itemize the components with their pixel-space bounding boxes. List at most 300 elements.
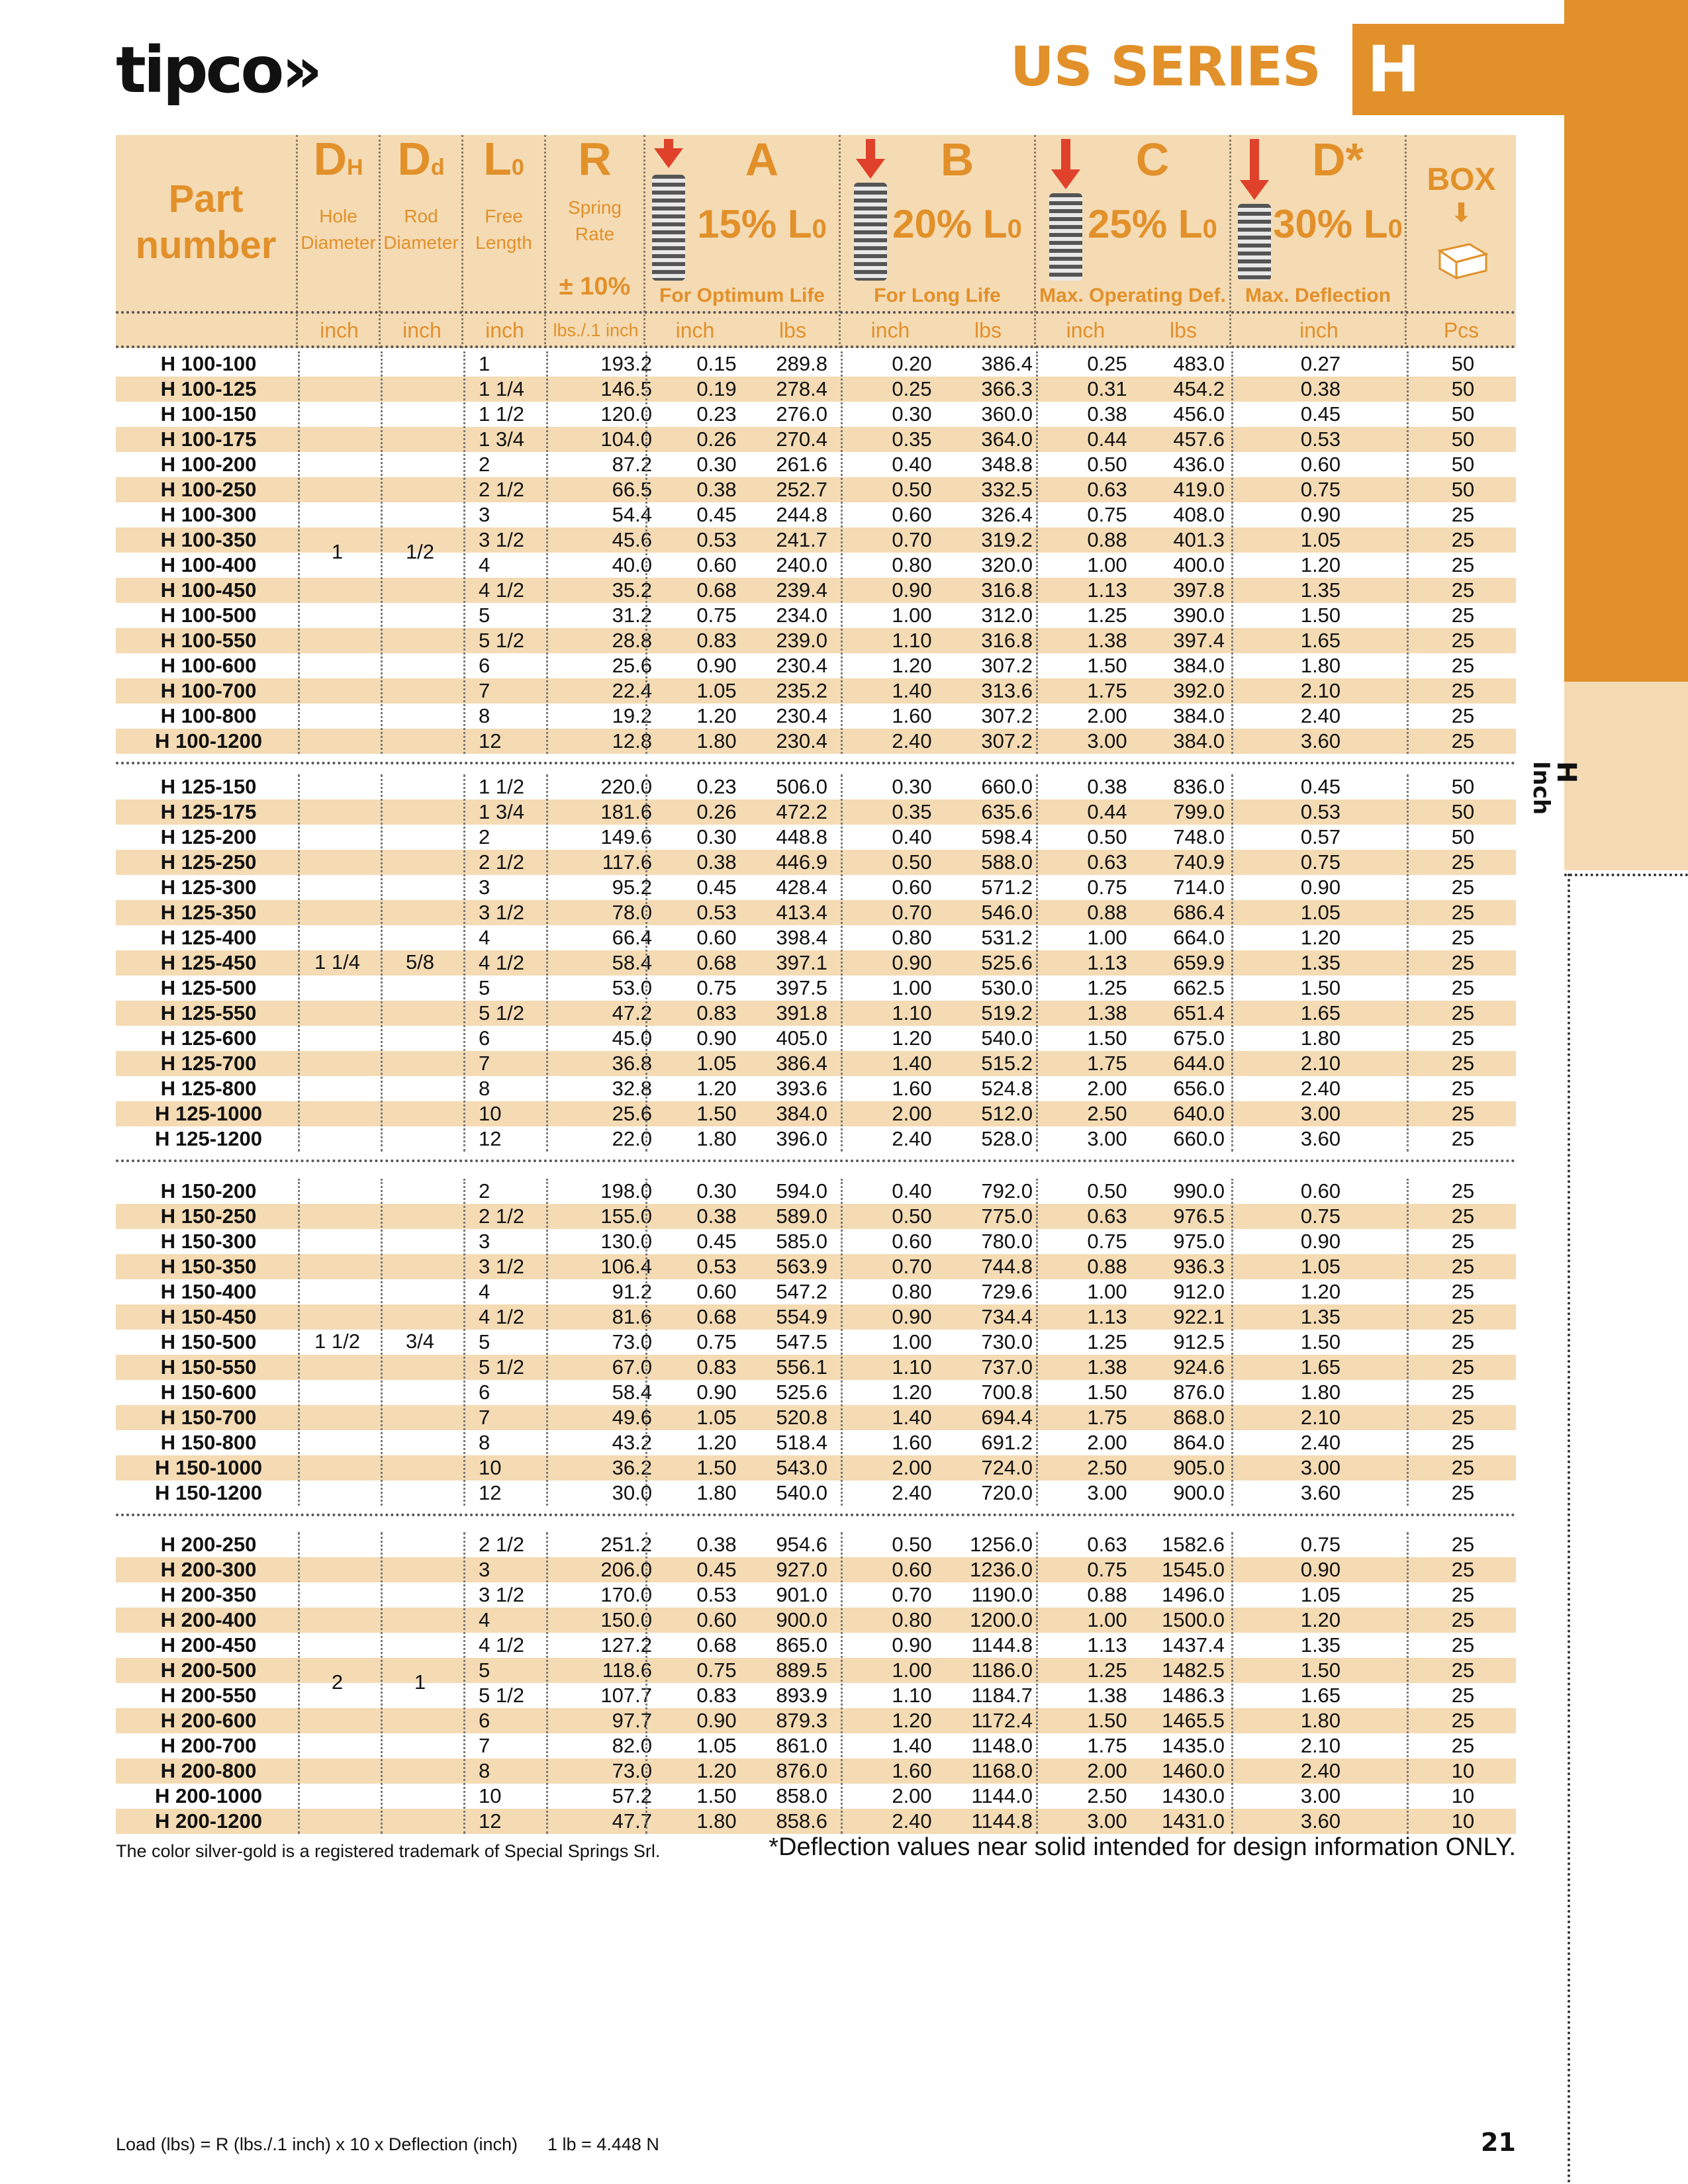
a-lbs-cell: 235.2 (776, 679, 827, 702)
b-inch-cell: 2.00 (892, 1102, 932, 1125)
box-qty-cell: 25 (1451, 629, 1475, 652)
a-lbs-cell: 893.9 (776, 1684, 827, 1707)
table-row (116, 1708, 1516, 1733)
part-number-cell: H 200-400 (160, 1608, 257, 1631)
part-number-cell: H 100-450 (160, 578, 257, 602)
c-lbs-cell: 400.0 (1173, 553, 1225, 576)
b-lbs-cell: 546.0 (981, 901, 1033, 924)
b-inch-cell: 0.20 (892, 352, 932, 375)
part-number-cell: H 125-300 (160, 876, 257, 899)
b-inch-cell: 0.90 (892, 1633, 932, 1657)
spring-rate-cell: 149.6 (600, 825, 652, 848)
table-row (116, 653, 1516, 678)
c-lbs-cell: 1460.0 (1162, 1759, 1225, 1782)
a-lbs-cell: 428.4 (776, 876, 827, 899)
b-lbs-cell: 525.6 (981, 951, 1033, 974)
c-lbs-cell: 675.0 (1173, 1026, 1225, 1050)
table-row (116, 1076, 1516, 1101)
b-inch-cell: 1.60 (892, 1077, 932, 1100)
c-lbs-cell: 868.0 (1173, 1406, 1225, 1429)
hole-diameter-cell: 2 (331, 1670, 344, 1694)
a-inch-cell: 0.30 (696, 453, 737, 476)
d-inch-cell: 1.50 (1300, 604, 1341, 627)
a-lbs-cell: 446.9 (776, 850, 827, 874)
column-divider (1407, 351, 1409, 754)
d-inch-cell: 0.75 (1300, 1533, 1341, 1556)
d-inch-cell: 2.10 (1300, 679, 1341, 702)
box-qty-cell: 25 (1451, 1608, 1475, 1631)
spring-rate-cell: 251.2 (600, 1533, 652, 1556)
c-inch-cell: 3.00 (1087, 1127, 1127, 1150)
table-row (116, 1380, 1516, 1405)
free-length-cell: 5 (479, 976, 491, 999)
box-qty-cell: 25 (1451, 1001, 1475, 1024)
a-lbs-cell: 384.0 (776, 1102, 827, 1125)
column-divider (1036, 1532, 1038, 1834)
b-inch-cell: 0.90 (892, 951, 932, 974)
b-inch-cell: 0.70 (892, 528, 932, 551)
a-lbs-cell: 278.4 (776, 377, 827, 400)
table-row (116, 799, 1516, 825)
table-row (116, 1204, 1516, 1229)
spring-rate-cell: 66.4 (612, 926, 652, 949)
b-lbs-cell: 744.8 (981, 1255, 1033, 1278)
box-qty-cell: 25 (1451, 1179, 1475, 1203)
table-row (116, 1051, 1516, 1076)
side-tab-letter: H (1551, 761, 1581, 784)
c-lbs-cell: 924.6 (1173, 1355, 1225, 1379)
a-lbs-cell: 397.1 (776, 951, 827, 974)
r-tolerance: ± 10% (559, 273, 631, 300)
c-lbs-cell: 390.0 (1173, 604, 1225, 627)
b-inch-cell: 1.60 (892, 704, 932, 727)
b-lbs-cell: 720.0 (981, 1481, 1033, 1504)
spring-rate-cell: 58.4 (612, 951, 652, 974)
table-row (116, 704, 1516, 729)
a-inch-cell: 1.05 (696, 1406, 737, 1429)
b-inch-cell: 0.50 (892, 1205, 932, 1228)
b-inch-cell: 1.20 (892, 1381, 932, 1404)
a-lbs-cell: 540.0 (776, 1481, 827, 1504)
b-lbs-cell: 1236.0 (970, 1558, 1033, 1581)
column-divider (645, 774, 647, 1152)
down-arrow-icon (1051, 169, 1080, 189)
box-qty-cell: 25 (1451, 1230, 1475, 1253)
box-qty-cell: 25 (1451, 1305, 1475, 1328)
a-inch-cell: 0.30 (696, 1179, 737, 1203)
group-c-caption: Max. Operating Def. (1039, 285, 1226, 306)
d-inch-cell: 1.05 (1300, 528, 1341, 551)
column-divider (381, 351, 383, 754)
table-row (116, 1608, 1516, 1633)
spring-rate-cell: 40.0 (612, 553, 652, 576)
free-length-cell: 1 1/4 (479, 377, 524, 400)
free-length-cell: 4 (479, 1280, 491, 1303)
table-row (116, 1304, 1516, 1330)
c-lbs-cell: 876.0 (1173, 1381, 1225, 1404)
d-inch-cell: 1.65 (1300, 1355, 1341, 1379)
c-lbs-cell: 483.0 (1173, 352, 1225, 375)
b-inch-cell: 1.20 (892, 1026, 932, 1050)
unit-dd: inch (402, 318, 442, 342)
d-inch-cell: 3.60 (1300, 1809, 1341, 1833)
unit-box: Pcs (1443, 318, 1479, 342)
free-length-cell: 3 1/2 (479, 528, 524, 551)
d-inch-cell: 1.80 (1300, 1709, 1341, 1732)
c-lbs-cell: 836.0 (1173, 775, 1225, 798)
part-label-line1: Part (168, 177, 244, 220)
column-divider (645, 351, 647, 754)
r-symbol: R (578, 133, 612, 185)
free-length-cell: 4 (479, 1608, 491, 1631)
c-inch-cell: 0.88 (1087, 901, 1127, 924)
box-qty-cell: 50 (1451, 352, 1475, 375)
table-row (116, 1101, 1516, 1126)
box-qty-cell: 25 (1451, 1533, 1475, 1556)
a-inch-cell: 0.19 (696, 377, 737, 400)
column-divider (463, 774, 465, 1152)
part-number-cell: H 150-250 (160, 1205, 257, 1228)
b-inch-cell: 1.10 (892, 629, 932, 652)
a-lbs-cell: 289.8 (776, 352, 827, 375)
column-divider (1407, 1179, 1409, 1506)
free-length-cell: 2 1/2 (479, 1533, 524, 1556)
table-row (116, 1279, 1516, 1304)
a-lbs-cell: 448.8 (776, 825, 827, 848)
c-inch-cell: 3.00 (1087, 729, 1127, 752)
b-lbs-cell: 364.0 (981, 428, 1033, 451)
a-inch-cell: 0.26 (696, 800, 737, 823)
a-lbs-cell: 520.8 (776, 1406, 827, 1429)
b-inch-cell: 0.30 (892, 775, 932, 798)
column-divider (1036, 774, 1038, 1152)
b-lbs-cell: 348.8 (981, 453, 1033, 476)
d-inch-cell: 0.60 (1300, 453, 1341, 476)
a-inch-cell: 0.90 (696, 1381, 737, 1404)
spring-rate-cell: 28.8 (612, 629, 652, 652)
column-divider (546, 774, 548, 1152)
c-lbs-cell: 740.9 (1173, 850, 1225, 874)
a-inch-cell: 0.83 (696, 629, 737, 652)
spring-rate-cell: 220.0 (600, 775, 652, 798)
column-divider (1036, 1179, 1038, 1506)
dh-line2: Diameter (301, 232, 376, 253)
unit-c-lbs: lbs (1170, 318, 1197, 342)
part-number-cell: H 100-250 (160, 478, 257, 501)
c-inch-cell: 2.00 (1087, 704, 1127, 727)
c-inch-cell: 1.25 (1087, 1330, 1127, 1353)
side-tab-unit: Inch (1528, 761, 1554, 815)
d-inch-cell: 0.27 (1300, 352, 1341, 375)
free-length-cell: 12 (479, 1127, 502, 1150)
b-inch-cell: 1.40 (892, 679, 932, 702)
b-inch-cell: 0.70 (892, 901, 932, 924)
free-length-cell: 5 (479, 604, 491, 627)
box-qty-cell: 25 (1451, 850, 1475, 874)
box-qty-cell: 50 (1451, 775, 1475, 798)
b-inch-cell: 1.10 (892, 1684, 932, 1707)
d-inch-cell: 3.60 (1300, 1127, 1341, 1150)
spring-rate-cell: 67.0 (612, 1355, 652, 1379)
part-number-cell: H 125-800 (160, 1077, 257, 1100)
c-inch-cell: 0.63 (1087, 850, 1127, 874)
d-inch-cell: 1.80 (1300, 654, 1341, 677)
box-label: BOX (1427, 162, 1496, 197)
spring-rate-cell: 97.7 (612, 1709, 652, 1732)
b-lbs-cell: 792.0 (981, 1179, 1033, 1203)
part-number-cell: H 125-600 (160, 1026, 257, 1050)
a-lbs-cell: 240.0 (776, 553, 827, 576)
unit-r: lbs./.1 inch (553, 320, 639, 340)
a-lbs-cell: 261.6 (776, 453, 827, 476)
free-length-cell: 3 1/2 (479, 1255, 524, 1278)
box-qty-cell: 25 (1451, 1734, 1475, 1757)
spring-rate-cell: 193.2 (600, 352, 652, 375)
box-qty-cell: 25 (1451, 1102, 1475, 1125)
part-number-cell: H 100-1200 (154, 729, 262, 752)
free-length-cell: 12 (479, 729, 502, 752)
column-divider (298, 1179, 300, 1506)
c-inch-cell: 2.00 (1087, 1431, 1127, 1454)
b-lbs-cell: 775.0 (981, 1205, 1033, 1228)
a-lbs-cell: 585.0 (776, 1230, 827, 1253)
b-lbs-cell: 366.3 (981, 377, 1033, 400)
spring-rate-cell: 49.6 (612, 1406, 652, 1429)
d-inch-cell: 0.75 (1300, 478, 1341, 501)
b-inch-cell: 1.60 (892, 1431, 932, 1454)
table-row (116, 1784, 1516, 1809)
c-inch-cell: 1.13 (1087, 1305, 1127, 1328)
c-lbs-cell: 384.0 (1173, 729, 1225, 752)
a-inch-cell: 0.60 (696, 926, 737, 949)
part-number-cell: H 125-500 (160, 976, 257, 999)
group-a-pct: 15% L0 (697, 202, 827, 246)
d-inch-cell: 0.45 (1300, 402, 1341, 426)
divider (1568, 874, 1570, 2184)
column-divider (546, 351, 548, 754)
free-length-cell: 10 (479, 1102, 502, 1125)
spring-rate-cell: 127.2 (600, 1633, 652, 1657)
section-divider (116, 1160, 1516, 1162)
a-inch-cell: 1.20 (696, 704, 737, 727)
a-lbs-cell: 230.4 (776, 654, 827, 677)
box-qty-cell: 25 (1451, 1127, 1475, 1150)
column-divider (1231, 1179, 1233, 1506)
part-number-cell: H 100-175 (160, 428, 257, 451)
part-number-cell: H 100-600 (160, 654, 257, 677)
free-length-cell: 2 (479, 1179, 491, 1203)
column-divider (1231, 351, 1233, 754)
free-length-cell: 5 (479, 1659, 491, 1682)
box-qty-cell: 50 (1451, 428, 1475, 451)
b-lbs-cell: 320.0 (981, 553, 1033, 576)
b-lbs-cell: 1144.8 (971, 1633, 1033, 1657)
unit-l0: inch (485, 318, 524, 342)
c-inch-cell: 0.31 (1087, 377, 1127, 400)
a-inch-cell: 0.53 (696, 1583, 737, 1606)
r-line1: Spring (568, 197, 622, 218)
down-arrow-icon (866, 139, 875, 159)
c-inch-cell: 1.75 (1087, 1734, 1127, 1757)
d-inch-cell: 0.57 (1300, 825, 1341, 848)
free-length-cell: 7 (479, 1052, 491, 1075)
d-inch-cell: 1.05 (1300, 1583, 1341, 1606)
c-lbs-cell: 1500.0 (1162, 1608, 1225, 1631)
b-inch-cell: 0.60 (892, 1230, 932, 1253)
b-lbs-cell: 737.0 (981, 1355, 1033, 1379)
spring-rate-cell: 35.2 (612, 578, 652, 602)
part-number-cell: H 200-1200 (154, 1809, 262, 1833)
spring-rate-cell: 45.6 (612, 528, 652, 551)
b-lbs-cell: 1190.0 (971, 1583, 1033, 1606)
b-inch-cell: 1.10 (892, 1001, 932, 1024)
table-row (116, 1179, 1516, 1204)
c-inch-cell: 0.63 (1087, 1205, 1127, 1228)
a-inch-cell: 0.23 (696, 402, 737, 426)
table-row (116, 1455, 1516, 1480)
a-lbs-cell: 525.6 (776, 1381, 827, 1404)
box-qty-cell: 25 (1451, 1709, 1475, 1732)
spring-rate-cell: 30.0 (612, 1481, 652, 1504)
a-inch-cell: 0.68 (696, 1633, 737, 1657)
down-arrow-icon (664, 139, 673, 148)
part-number-cell: H 200-550 (160, 1684, 257, 1707)
a-lbs-cell: 954.6 (776, 1533, 827, 1556)
box-qty-cell: 25 (1451, 528, 1475, 551)
table-row (116, 1405, 1516, 1430)
table-row (116, 825, 1516, 850)
group-b-letter: B (940, 134, 974, 185)
d-inch-cell: 1.05 (1300, 1255, 1341, 1278)
c-lbs-cell: 651.4 (1173, 1001, 1225, 1024)
c-lbs-cell: 936.3 (1173, 1255, 1225, 1278)
free-length-cell: 2 (479, 825, 491, 848)
box-qty-cell: 25 (1451, 578, 1475, 602)
c-inch-cell: 3.00 (1087, 1809, 1127, 1833)
column-divider (841, 351, 843, 754)
b-lbs-cell: 729.6 (981, 1280, 1033, 1303)
spring-rate-cell: 53.0 (612, 976, 652, 999)
c-lbs-cell: 662.5 (1173, 976, 1225, 999)
c-lbs-cell: 1545.0 (1162, 1558, 1225, 1581)
box-qty-cell: 25 (1451, 1456, 1475, 1479)
part-number-cell: H 150-500 (160, 1330, 257, 1353)
unit-c-inch: inch (1066, 318, 1105, 342)
spring-rate-cell: 87.2 (612, 453, 652, 476)
d-inch-cell: 0.75 (1300, 850, 1341, 874)
group-d-letter: D* (1312, 134, 1364, 185)
hole-diameter-cell: 1 1/4 (314, 950, 360, 974)
b-inch-cell: 0.80 (892, 553, 932, 576)
c-lbs-cell: 1430.0 (1162, 1784, 1225, 1807)
free-length-cell: 4 1/2 (479, 1305, 524, 1328)
box-qty-cell: 25 (1451, 951, 1475, 974)
part-number-cell: H 125-200 (160, 825, 257, 848)
side-tab[interactable] (1564, 682, 1688, 870)
b-lbs-cell: 571.2 (981, 876, 1033, 899)
free-length-cell: 5 1/2 (479, 1355, 524, 1379)
free-length-cell: 1 3/4 (479, 800, 524, 823)
free-length-cell: 3 (479, 1230, 491, 1253)
spring-rate-cell: 54.4 (612, 503, 652, 526)
part-number-cell: H 100-800 (160, 704, 257, 727)
table-row (116, 900, 1516, 925)
a-lbs-cell: 563.9 (776, 1255, 827, 1278)
free-length-cell: 12 (479, 1809, 502, 1833)
spring-rate-cell: 118.6 (602, 1659, 652, 1682)
b-lbs-cell: 307.2 (981, 729, 1033, 752)
box-qty-cell: 25 (1451, 1280, 1475, 1303)
unit-d-inch: inch (1299, 318, 1338, 342)
c-inch-cell: 1.25 (1087, 976, 1127, 999)
a-inch-cell: 0.38 (696, 850, 737, 874)
a-inch-cell: 0.60 (696, 1280, 737, 1303)
box-qty-cell: 25 (1451, 1077, 1475, 1100)
b-inch-cell: 0.25 (892, 377, 932, 400)
b-lbs-cell: 386.4 (981, 352, 1033, 375)
b-lbs-cell: 1186.0 (971, 1659, 1033, 1682)
deflection-note: *Deflection values near solid intended for design information ONLY. (769, 1833, 1516, 1861)
a-inch-cell: 0.75 (696, 604, 737, 627)
part-number-cell: H 100-550 (160, 629, 257, 652)
a-inch-cell: 1.20 (696, 1759, 737, 1782)
table-row (116, 477, 1516, 502)
unit-a-inch: inch (675, 318, 715, 342)
c-lbs-cell: 1496.0 (1162, 1583, 1225, 1606)
part-number-cell: H 200-300 (160, 1558, 257, 1581)
table-row (116, 774, 1516, 799)
spring-rate-cell: 73.0 (612, 1330, 652, 1353)
free-length-cell: 5 (479, 1330, 491, 1353)
free-length-cell: 2 1/2 (479, 850, 524, 874)
part-number-cell: H 100-200 (160, 453, 257, 476)
box-qty-cell: 25 (1451, 1633, 1475, 1657)
free-length-cell: 4 1/2 (479, 951, 524, 974)
column-divider (1407, 774, 1409, 1152)
part-number-cell: H 100-350 (160, 528, 257, 551)
b-lbs-cell: 524.8 (981, 1077, 1033, 1100)
b-inch-cell: 0.50 (892, 850, 932, 874)
a-lbs-cell: 901.0 (776, 1583, 827, 1606)
b-lbs-cell: 691.2 (981, 1431, 1033, 1454)
box-qty-cell: 25 (1451, 604, 1475, 627)
part-number-cell: H 200-800 (160, 1759, 257, 1782)
c-inch-cell: 1.50 (1087, 1381, 1127, 1404)
d-inch-cell: 1.35 (1300, 951, 1341, 974)
spring-rate-cell: 12.8 (612, 729, 652, 752)
part-number-cell: H 150-600 (160, 1381, 257, 1404)
a-inch-cell: 0.83 (696, 1355, 737, 1379)
dd-line2: Diameter (383, 232, 459, 253)
a-inch-cell: 0.45 (696, 503, 737, 526)
table-row (116, 678, 1516, 704)
b-inch-cell: 0.50 (892, 1533, 932, 1556)
box-qty-cell: 25 (1451, 1330, 1475, 1353)
c-inch-cell: 1.38 (1087, 629, 1127, 652)
b-lbs-cell: 540.0 (981, 1026, 1033, 1050)
column-divider (841, 1532, 843, 1834)
c-lbs-cell: 457.6 (1173, 428, 1225, 451)
c-inch-cell: 1.25 (1087, 604, 1127, 627)
d-inch-cell: 1.65 (1300, 1001, 1341, 1024)
a-lbs-cell: 393.6 (776, 1077, 827, 1100)
group-b-pct: 20% L0 (892, 202, 1022, 246)
b-lbs-cell: 332.5 (981, 478, 1033, 501)
a-lbs-cell: 234.0 (776, 604, 827, 627)
c-inch-cell: 0.75 (1087, 1558, 1127, 1581)
column-divider (381, 1532, 383, 1834)
part-number-cell: H 125-350 (160, 901, 257, 924)
